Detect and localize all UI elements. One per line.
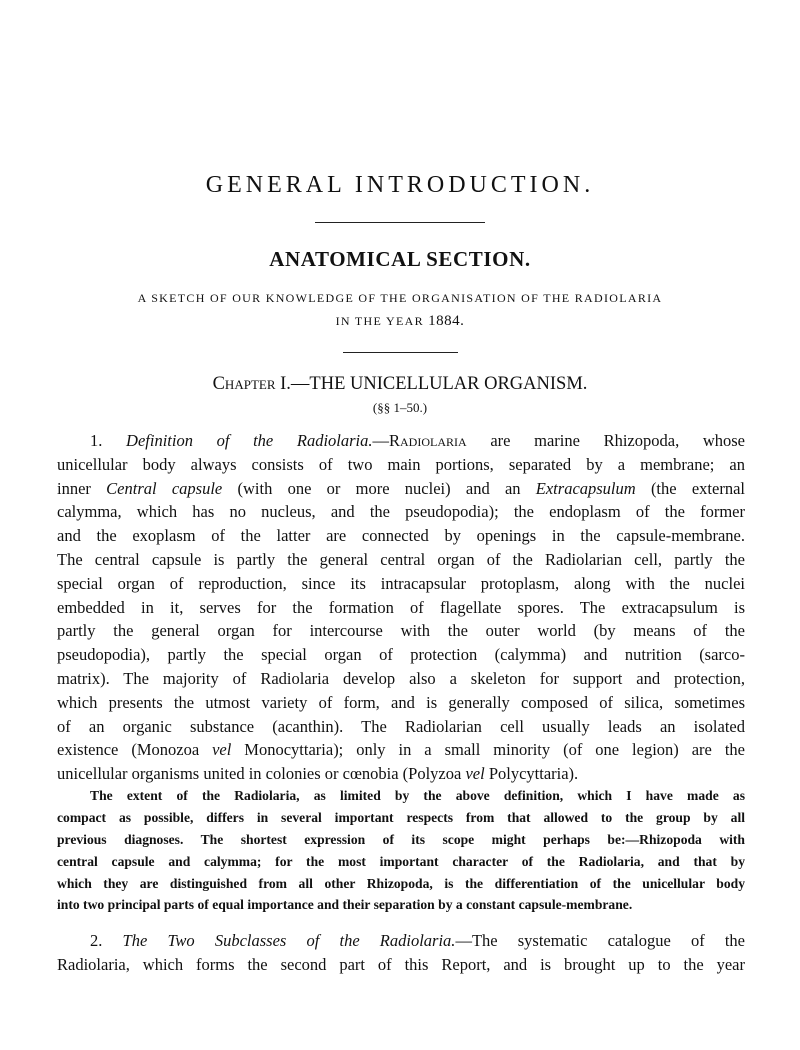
para1-number: 1.	[90, 431, 127, 450]
para1-line: and the exoplasm of the latter are connected by openings in the capsule-membrane.	[57, 526, 745, 546]
section-title: ANATOMICAL SECTION.	[269, 247, 531, 271]
para1-line: of an organic substance (acanthin). The Radiolarian cell usually leads an isolated	[57, 716, 745, 736]
para1-line: matrix). The majority of Radiolaria develop also a skeleton for support and protection,	[57, 668, 745, 688]
para1-line15-a: unicellular organisms united in colonies or cœnobia (Polyzoa	[57, 764, 466, 784]
chapter-heading	[0, 374, 800, 395]
para1-line14-vel: vel	[212, 740, 232, 760]
para2-number: 2.	[90, 931, 123, 950]
para1-line	[57, 762, 745, 786]
subtitle-prefix: IN THE YEAR	[335, 314, 429, 328]
note-line: into two principal parts of equal importance and their separation by a constant capsule-membrane.	[57, 897, 633, 913]
note-line: which they are distinguished from all other Rhizopoda, is the differentiation of the unicellular body	[57, 875, 745, 891]
note-line: compact as possible, differs in several important respects from that allowed to the group by all	[57, 809, 745, 825]
subtitle-line-1: A SKETCH OF OUR KNOWLEDGE OF THE ORGANISATION OF THE RADIOLARIA	[137, 291, 663, 305]
para1-line14-a: existence (Monozoa	[57, 740, 213, 760]
para1-line3-c: (the external	[635, 478, 745, 498]
paragraph-definition	[57, 429, 745, 786]
para1-line: which presents the utmost variety of form, and is generally composed of silica, sometimes	[57, 692, 745, 712]
para1-line: calymma, which has no nucleus, and the pseudopodia); the endoplasm of the former	[57, 502, 745, 522]
note-paragraph	[57, 785, 745, 916]
para1-heading: Definition of the Radiolaria.	[126, 431, 373, 450]
para1-line3-a: inner	[57, 478, 107, 498]
term-central-capsule: Central capsule	[106, 478, 223, 498]
para1-line15-vel: vel	[465, 764, 485, 784]
para2-line	[57, 929, 745, 953]
term-extracapsulum: Extracapsulum	[535, 478, 636, 498]
para1-line	[57, 477, 745, 501]
chapter-sections: (§§ 1–50.)	[372, 400, 428, 415]
para1-line	[57, 429, 745, 453]
para1-line: partly the general organ for intercourse with the outer world (by means of the	[57, 621, 745, 641]
para2-line: Radiolaria, which forms the second part of this Report, and is brought up to the year	[57, 954, 745, 974]
para1-line	[57, 738, 745, 762]
title-divider	[315, 222, 485, 223]
para1-lead-word: Radiolaria	[389, 431, 467, 450]
note-line: central capsule and calymma; for the most important character of the Radiolaria, and that by	[57, 853, 745, 869]
para1-line: unicellular body always consists of two main portions, separated by a membrane; an	[57, 454, 745, 474]
paragraph-subclasses	[57, 929, 745, 977]
para1-line: The central capsule is partly the general central organ of the Radiolarian cell, partly the	[57, 549, 745, 569]
para1-line3-b: (with one or more nuclei) and an	[222, 478, 536, 498]
para1-line1-rest: are marine Rhizopoda, whose	[466, 431, 746, 450]
section-divider	[343, 352, 458, 353]
main-title: GENERAL INTRODUCTION.	[205, 172, 595, 198]
para1-line: embedded in it, serves for the formation of flagellate spores. The extracapsulum is	[57, 597, 745, 617]
para1-line: special organ of reproduction, since its intracapsular protoplasm, along with the nuclei	[57, 573, 745, 593]
note-line: previous diagnoses. The shortest expression of its scope might perhaps be:—Rhizopoda with	[57, 831, 745, 847]
para1-dash: —	[372, 431, 390, 450]
subtitle-year: 1884.	[428, 313, 465, 329]
note-line: The extent of the Radiolaria, as limited by the above definition, which I have made as	[90, 788, 745, 803]
chapter-title: —THE UNICELLULAR ORGANISM.	[290, 374, 588, 394]
para1-line15-b: Polycyttaria).	[484, 764, 579, 784]
subtitle-line-2	[0, 313, 800, 330]
para1-line: pseudopodia), partly the special organ of protection (calymma) and nutrition (sarco-	[57, 645, 745, 665]
para2-heading: The Two Subclasses of the Radiolaria.	[122, 931, 456, 950]
para2-line1-rest: —The systematic catalogue of the	[455, 931, 746, 950]
chapter-label: Chapter I.	[212, 374, 291, 394]
para1-line14-b: Monocyttaria); only in a small minority (of one legion) are the	[231, 740, 745, 760]
